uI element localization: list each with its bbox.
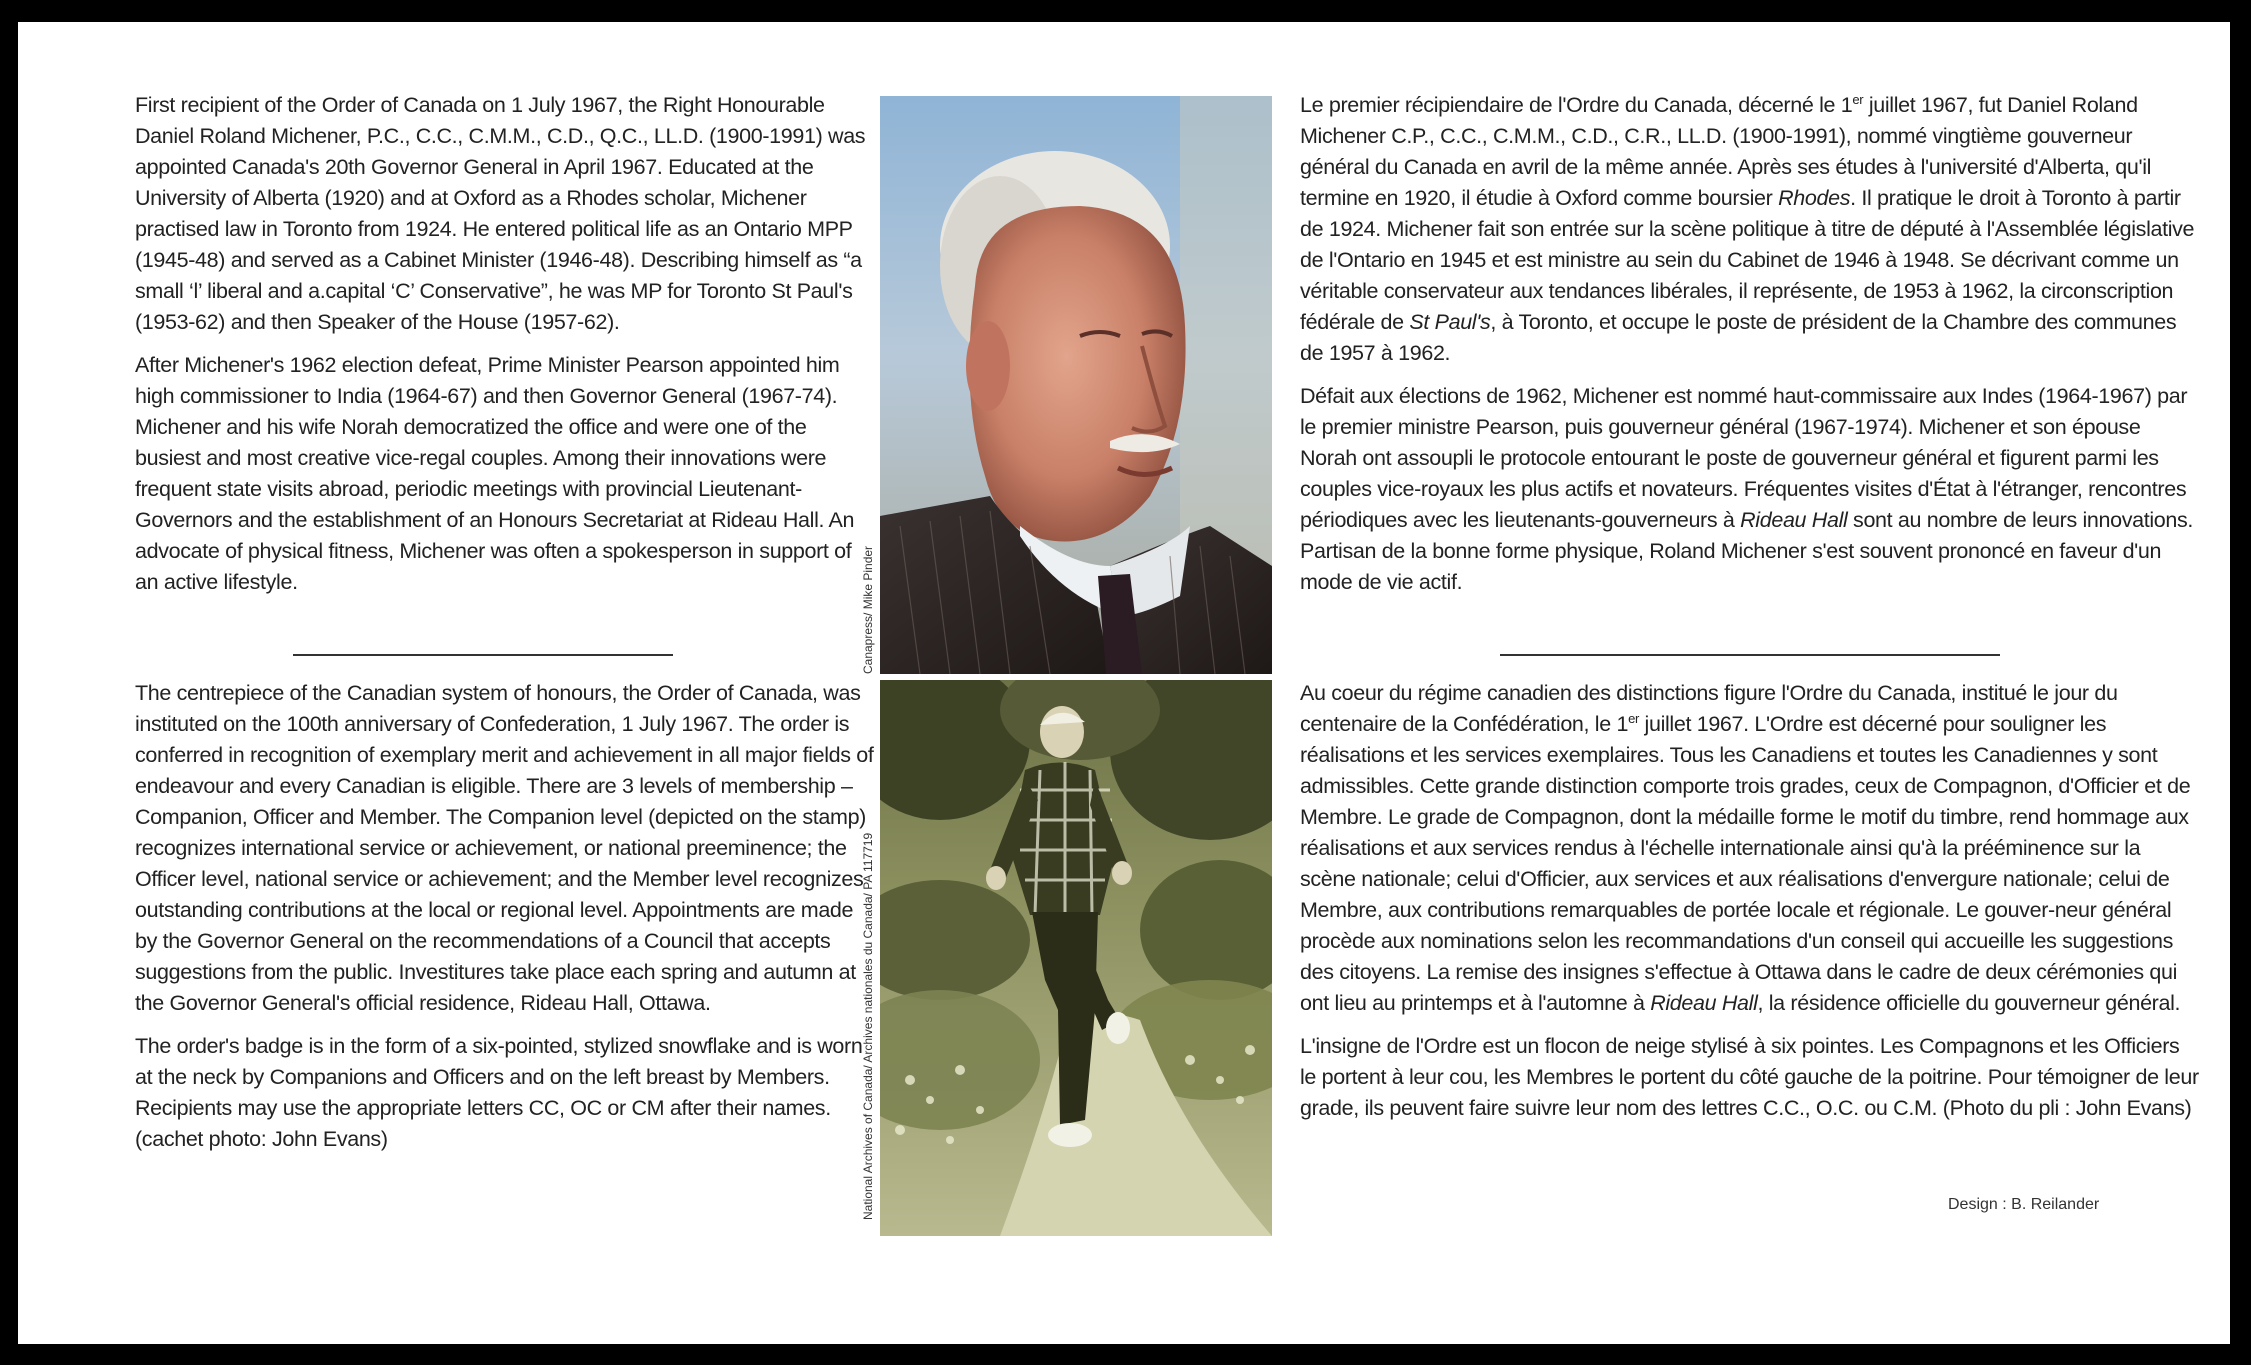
english-paragraph-2: After Michener's 1962 election defeat, Prime Minister Pearson appointed him high commissioner to India (1964-67) and then Governor General (1967-74). Michener and his wife Norah democratized the office and were one of the busiest and most creative vice-regal couples. Among their innovations were frequent state visits abroad, periodic meetings with provincial Lieutenant-Governors and the establishment of an Honours Secretariat at Rideau Hall. An advocate of physical fitness, Michener was often a spokesperson in support of an active lifestyle. [135,353,855,594]
design-credit: Design : B. Reilander [1948,1196,2100,1213]
garden-walk-photo [880,680,1272,1236]
photo-credit-top: Canapress/ Mike Pinder [861,545,875,674]
english-paragraph-4: The order's badge is in the form of a six-pointed, stylized snowflake and is worn at the neck by Companions and Officers and on the left breast by Members. Recipients may use the appropriate letters CC, OC or CM after their names. (cachet photo: John Evans) [135,1034,863,1151]
garden-walk-photo-image [880,680,1272,1236]
photo-credit-bottom: National Archives of Canada/ Archives nationales du Canada/ PA 117719 [861,832,875,1220]
french-paragraph-2: Défait aux élections de 1962, Michener est nommé haut-commissaire aux Indes (1964-1967) par le premier ministre Pearson, puis gouverneur général (1967-1974). Michener et son épouse Norah ont assoupli le protocole entourant le poste de gouverneur général et figurent parmi les couples vice-royaux les plus actifs et novateurs. Fréquentes visites d'État à l'étranger, rencontres périodiques avec les lieutenants-gouverneurs à Rideau Hall sont au nombre de leurs innovations. Partisan de la bonne forme physique, Roland Michener s'est souvent prononcé en faveur d'un mode de vie actif. [1300,384,2194,594]
english-text-bottom [135,678,875,1167]
french-text-top [1300,90,2200,610]
cachet-sheet [18,22,2230,1344]
french-paragraph-3: Au coeur du régime canadien des distinctions figure l'Ordre du Canada, institué le jour du centenaire de la Confédération, le 1er juillet 1967. L'Ordre est décerné pour souligner les réalisations et les services exemplaires. Tous les Canadiens et toutes les Canadiennes y sont admissibles. Cette grande distinction comporte trois grades, ceux de Compagnon, d'Officier et de Membre. Le grade de Compagnon, dont la médaille forme le motif du timbre, rend hommage aux réalisations et aux services rendus à l'échelle internationale ainsi qu'à la prééminence sur la scène nationale; celui d'Officier, aux services et aux réalisations d'envergure nationale; celui de Membre, aux contributions remarquables de portée locale et régionale. Le gouver-neur général procède aux nominations selon les recommandations d'un conseil qui accueille les suggestions des citoyens. La remise des insignes s'effectue à Ottawa dans le cadre de deux cérémonies qui ont lieu au printemps et à l'automne à Rideau Hall, la résidence officielle du gouverneur général. [1300,681,2191,1015]
portrait-photo-image [880,96,1272,674]
divider-right [1500,654,2000,656]
divider-left [293,654,673,656]
french-text-bottom [1300,678,2200,1136]
french-paragraph-4: L'insigne de l'Ordre est un flocon de neige stylisé à six pointes. Les Compagnons et les Officiers le portent à leur cou, les Membres le portent du côté gauche de la poitrine. Pour témoigner de leur grade, ils peuvent faire suivre leur nom des lettres C.C., O.C. ou C.M. (Photo du pli : John Evans) [1300,1034,2199,1120]
portrait-photo [880,96,1272,674]
french-paragraph-1: Le premier récipiendaire de l'Ordre du Canada, décerné le 1er juillet 1967, fut Daniel Roland Michener C.P., C.C., C.M.M., C.D., C.R., LL.D. (1900-1991), nommé vingtième gouverneur général du Canada en avril de la même année. Après ses études à l'université d'Alberta, qu'il termine en 1920, il étudie à Oxford comme boursier Rhodes. Il pratique le droit à Toronto à partir de 1924. Michener fait son entrée sur la scène politique à titre de député à l'Assemblée législative de l'Ontario en 1945 et est ministre au sein du Cabinet de 1946 à 1948. Se décrivant comme un véritable conservateur aux tendances libérales, il représente, de 1953 à 1962, la circonscription fédérale de St Paul's, à Toronto, et occupe le poste de président de la Chambre des communes de 1957 à 1962. [1300,91,2195,365]
english-paragraph-3: The centrepiece of the Canadian system of honours, the Order of Canada, was instituted on the 100th anniversary of Confederation, 1 July 1967. The order is conferred in recognition of exemplary merit and achievement in all major fields of endeavour and every Canadian is eligible. There are 3 levels of membership – Companion, Officer and Member. The Companion level (depicted on the stamp) recognizes international service or achievement, or national preeminence; the Officer level, national service or achievement; and the Member level recognizes outstanding contributions at the local or regional level. Appointments are made by the Governor General on the recommendations of a Council that accepts suggestions from the public. Investitures take place each spring and autumn at the Governor General's official residence, Rideau Hall, Ottawa. [135,681,874,1015]
english-paragraph-1: First recipient of the Order of Canada on 1 July 1967, the Right Honourable Daniel Roland Michener, P.C., C.C., C.M.M., C.D., Q.C., LL.D. (1900-1991) was appointed Canada's 20th Governor General in April 1967. Educated at the University of Alberta (1920) and at Oxford as a Rhodes scholar, Michener practised law in Toronto from 1924. He entered political life as an Ontario MPP (1945-48) and served as a Cabinet Minister (1946-48). Describing himself as “a small ‘l’ liberal and a.capital ‘C’ Conservative”, he was MP for Toronto St Paul's (1953-62) and then Speaker of the House (1957-62). [135,93,866,334]
english-text-top [135,90,875,610]
